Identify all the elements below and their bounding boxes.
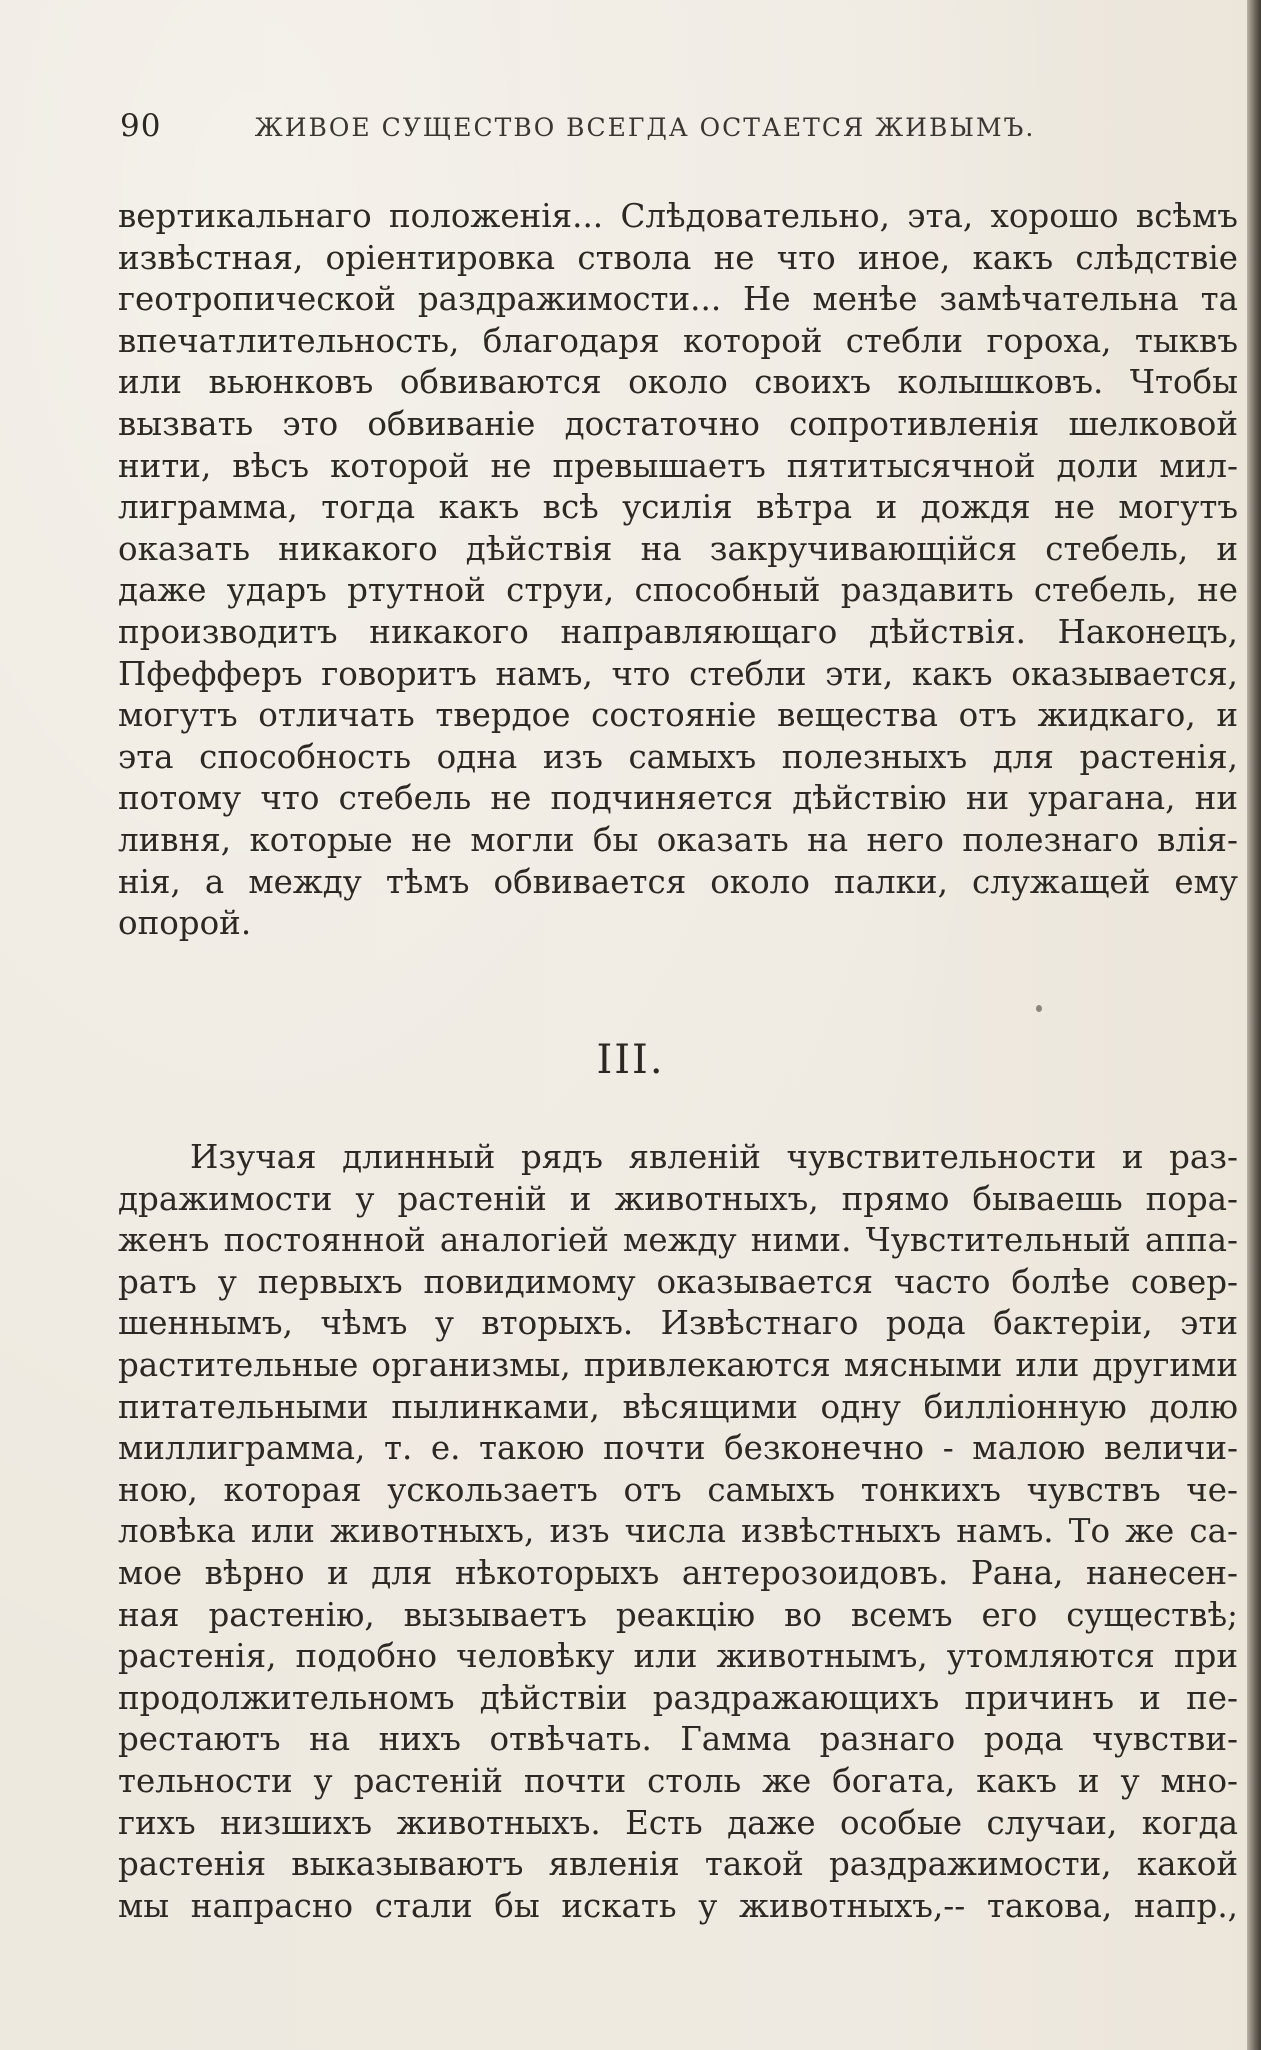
paragraph-1 [118, 196, 1238, 945]
text-line: могутъ отличать твердое состояніе вещества отъ жидкаго, и [118, 696, 1238, 735]
text-line: геотропической раздражимости... Не менѣе замѣчательна та [118, 280, 1238, 319]
text-line: ная растенію, вызываетъ реакцію во всемъ его существѣ; [118, 1595, 1238, 1634]
text-line: лиграмма, тогда какъ всѣ усилія вѣтра и дождя не могутъ [118, 488, 1238, 527]
text-line: производитъ никакого направляющаго дѣйствія. Наконецъ, [118, 612, 1238, 651]
text-line: нія, а между тѣмъ обвивается около палки, служащей ему [118, 862, 1238, 901]
text-line: Пфефферъ говоритъ намъ, что стебли эти, какъ оказывается, [118, 654, 1238, 693]
running-title: ЖИВОЕ СУЩЕСТВО ВСЕГДА ОСТАЕТСЯ ЖИВЫМЪ. [254, 113, 1036, 142]
text-line: растенія, подобно человѣку или животнымъ, утомляются при [118, 1637, 1238, 1676]
text-line: шеннымъ, чѣмъ у вторыхъ. Извѣстнаго рода бактеріи, эти [118, 1304, 1238, 1343]
paragraph-2 [118, 1137, 1238, 1927]
text-line: мы напрасно стали бы искать у животныхъ,-- такова, напр., [118, 1886, 1238, 1925]
running-head [120, 108, 1140, 148]
text-line: ратъ у первыхъ повидимому оказывается часто болѣе совер- [118, 1262, 1238, 1301]
text-line: Изучая длинный рядъ явленій чувствительности и раз- [190, 1138, 1238, 1176]
text-line: ловѣка или животныхъ, изъ числа извѣстныхъ намъ. То же са- [118, 1512, 1238, 1551]
text-line: женъ постоянной аналогіей между ними. Чувстительный аппа- [118, 1221, 1238, 1260]
print-speck [1036, 1005, 1042, 1012]
text-line: гихъ низшихъ животныхъ. Есть даже особые случаи, когда [118, 1803, 1238, 1842]
text-line: эта способность одна изъ самыхъ полезныхъ для растенія, [118, 737, 1238, 776]
text-line: дражимости у растеній и животныхъ, прямо бываешь пора- [118, 1179, 1238, 1218]
text-line: продолжительномъ дѣйствіи раздражающихъ причинъ и пе- [118, 1678, 1238, 1717]
text-line: потому что стебель не подчиняется дѣйствію ни урагана, ни [118, 779, 1238, 818]
text-line: даже ударъ ртутной струи, способный раздавить стебель, не [118, 571, 1238, 610]
text-line: мое вѣрно и для нѣкоторыхъ антерозоидовъ. Рана, нанесен- [118, 1553, 1238, 1592]
section-heading: III. [596, 1037, 665, 1083]
text-line: оказать никакого дѣйствія на закручивающійся стебель, и [118, 529, 1238, 568]
text-line: ною, которая ускользаетъ отъ самыхъ тонкихъ чувствъ че- [118, 1470, 1238, 1509]
book-spine-edge [1247, 0, 1261, 2050]
text-line: миллиграмма, т. е. такою почти безконечно - малою величи- [118, 1429, 1238, 1468]
text-line: или вьюнковъ обвиваются около своихъ колышковъ. Чтобы [118, 363, 1238, 402]
text-line: опорой. [118, 904, 252, 943]
text-line: извѣстная, оріентировка ствола не что иное, какъ слѣдствіе [118, 238, 1238, 277]
text-line: вертикальнаго положенія... Слѣдовательно, эта, хорошо всѣмъ [118, 197, 1238, 235]
page-number: 90 [120, 108, 162, 144]
text-line: питательными пылинками, вѣсящими одну билліонную долю [118, 1387, 1238, 1426]
text-line: вызвать это обвиваніе достаточно сопротивленія шелковой [118, 404, 1238, 443]
text-line: растительные организмы, привлекаются мясными или другими [118, 1345, 1238, 1384]
text-line: растенія выказываютъ явленія такой раздражимости, какой [118, 1845, 1238, 1884]
text-line: рестаютъ на нихъ отвѣчать. Гамма разнаго рода чувстви- [118, 1720, 1238, 1759]
text-line: впечатлительность, благодаря которой стебли гороха, тыквъ [118, 321, 1238, 360]
text-line: ливня, которые не могли бы оказать на него полезнаго влія- [118, 820, 1238, 859]
text-line: нити, вѣсъ которой не превышаетъ пятитысячной доли мил- [118, 446, 1238, 485]
text-line: тельности у растеній почти столь же богата, какъ и у мно- [118, 1761, 1238, 1800]
